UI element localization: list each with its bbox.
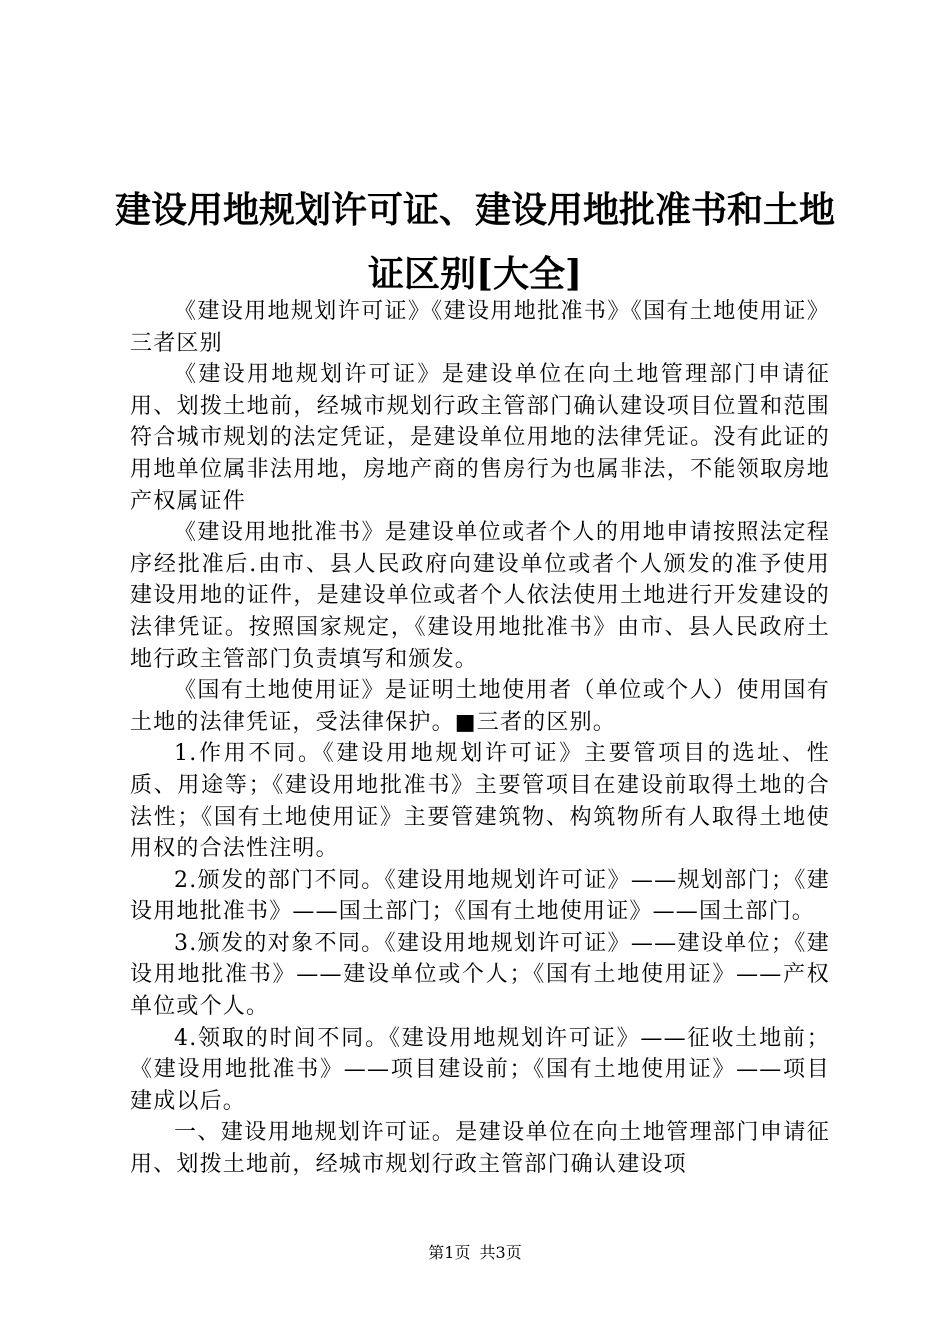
page-footer bbox=[0, 1243, 950, 1263]
document-title: 建设用地规划许可证、建设用地批准书和土地证区别[大全] bbox=[114, 189, 835, 295]
page-number: 第1页 bbox=[428, 1243, 471, 1262]
paragraph: 《建设用地批准书》是建设单位或者个人的用地申请按照法定程序经批准后.由市、县人民政府向建设单位或者个人颁发的准予使用建设用地的证件，是建设单位或者个人依法使用土地进行开发建设的法律凭证。按照国家规定，《建设用地批准书》由市、县人民政府土地行政主管部门负责填写和颁发。 bbox=[130, 520, 830, 672]
paragraph: 一、建设用地规划许可证。是建设单位在向土地管理部门申请征用、划拨土地前，经城市规划行政主管部门确认建设项 bbox=[130, 1120, 830, 1178]
paragraph: 3.颁发的对象不同。《建设用地规划许可证》——建设单位；《建设用地批准书》——建设单位或个人；《国有土地使用证》——产权单位或个人。 bbox=[130, 930, 830, 1020]
paragraph: 《建设用地规划许可证》是建设单位在向土地管理部门申请征用、划拨土地前，经城市规划行政主管部门确认建设项目位置和范围符合城市规划的法定凭证，是建设单位用地的法律凭证。没有此证的用地单位属非法用地，房地产商的售房行为也属非法，不能领取房地产权属证件 bbox=[130, 362, 830, 514]
paragraph: 1.作用不同。《建设用地规划许可证》主要管项目的选址、性质、用途等；《建设用地批准书》主要管项目在建设前取得土地的合法性；《国有土地使用证》主要管建筑物、构筑物所有人取得土地使用权的合法性注明。 bbox=[130, 741, 830, 862]
paragraph: 《国有土地使用证》是证明土地使用者（单位或个人）使用国有土地的法律凭证，受法律保护。■三者的区别。 bbox=[130, 678, 830, 735]
document-body bbox=[130, 296, 830, 1181]
paragraph: 《建设用地规划许可证》《建设用地批准书》《国有土地使用证》三者区别 bbox=[130, 299, 830, 356]
paragraph: 4.领取的时间不同。《建设用地规划许可证》——征收土地前；《建设用地批准书》——项目建设前；《国有土地使用证》——项目建成以后。 bbox=[130, 1025, 830, 1114]
page-total: 共3页 bbox=[479, 1243, 522, 1262]
paragraph: 2.颁发的部门不同。《建设用地规划许可证》——规划部门；《建设用地批准书》——国土部门；《国有土地使用证》——国土部门。 bbox=[130, 867, 830, 925]
